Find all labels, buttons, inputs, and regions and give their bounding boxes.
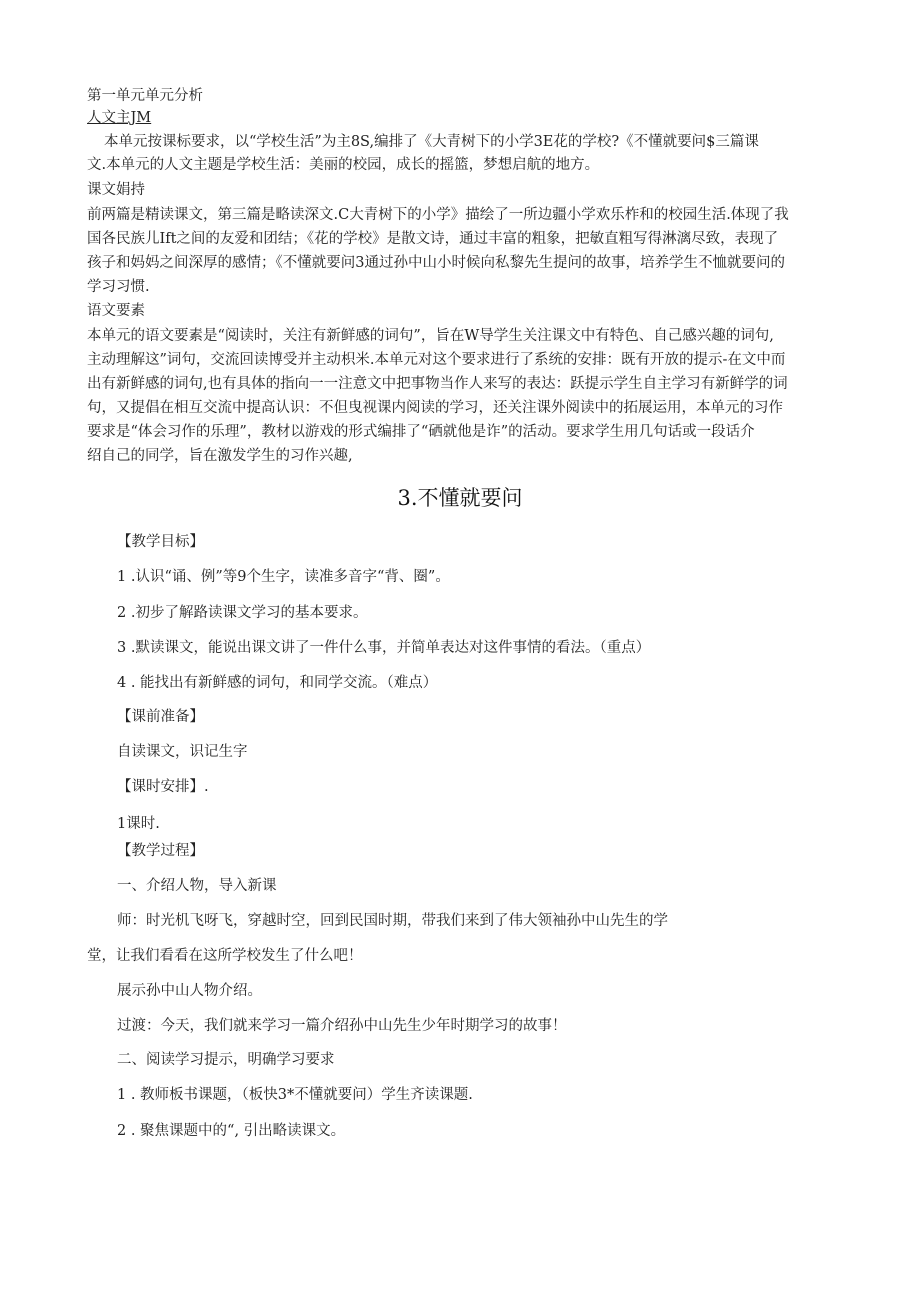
process-line: 1 . 教师板书课题，（板快3*不懂就要问）学生齐读课题. <box>117 1087 473 1103</box>
unit-heading: 第一单元单元分析 <box>87 88 203 104</box>
paragraph-line: 出有新鲜感的词句,也有具体的指向一一注意文中把事物当作人来写的表达：跃提示学生自主学习有新鲜学的词 <box>87 376 788 392</box>
process-line: 2 . 聚焦课题中的“, 引出略读课文。 <box>117 1123 346 1139</box>
section-label-humanity-theme: 人文主JM <box>87 110 152 126</box>
paragraph-line: 句，又提倡在相互交流中提高认识：不但曳视课内阅读的学习，还关注课外阅读中的拓展运用，本单元的习作 <box>87 400 783 416</box>
heading-teaching-goals: 【教学目标】 <box>117 534 204 550</box>
section-label-text-arrangement: 课文娟持 <box>87 182 145 198</box>
heading-schedule: 【课时安排】. <box>117 779 209 795</box>
lesson-title: 3.不懂就要问 <box>397 486 523 510</box>
goal-item: 4 . 能找出有新鲜感的词句，和同学交流。（难点） <box>117 675 438 691</box>
paragraph-line: 绍自己的同学，旨在激发学生的习作兴趣, <box>87 448 353 464</box>
paragraph-line: 学习习惯. <box>87 279 150 295</box>
paragraph-line: 要求是“体会习作的乐理”，教材以游戏的形式编排了“硒就他是诈”的活动。要求学生用几句话或一段话介 <box>87 424 755 440</box>
paragraph-line: 本单元的语文要素是“阅读时，关注有新鲜感的词句”，旨在W导学生关注课文中有特色、自己感兴趣的词句, <box>87 328 774 344</box>
section-label-language-elements: 语文要素 <box>87 303 145 319</box>
paragraph-line: 孩子和妈妈之间深厚的感情；《不懂就要问3通过孙中山小时候向私黎先生提问的故事，培养学生不恤就要问的 <box>87 255 785 271</box>
heading-process: 【教学过程】 <box>117 843 204 859</box>
paragraph-line: 主动理解这”词句，交流回读博受并主动枳米.本单元对这个要求进行了系统的安排：既有开放的提示-在文中而 <box>87 352 786 368</box>
paragraph-line: 本单元按课标要求，以“学校生活”为主8S,编排了《大青树下的小学3E花的学校?《不懂就要问$三篇课 <box>104 134 759 150</box>
process-step: 一、介绍人物，导入新课 <box>117 878 277 894</box>
process-step: 二、阅读学习提示，明确学习要求 <box>117 1052 335 1068</box>
process-line: 过渡：今天，我们就来学习一篇介绍孙中山先生少年时期学习的故事！ <box>117 1018 567 1034</box>
goal-item: 3 .默读课文，能说出课文讲了一件什么事，并简单表达对这件事情的看法。（重点） <box>117 640 651 656</box>
process-line: 堂，让我们看看在这所学校发生了什么吧！ <box>87 948 363 964</box>
process-line: 师：时光机飞呀飞，穿越时空，回到民国时期，带我们来到了伟大领袖孙中山先生的学 <box>117 913 668 929</box>
process-line: 展示孙中山人物介绍。 <box>117 983 262 999</box>
paragraph-line: 国各民族儿Ift之间的友爱和团结；《花的学校》是散文诗，通过丰富的粗象，把敏直粗写得淋漓尽致，表现了 <box>87 231 779 247</box>
goal-item: 1 .认识“诵、例”等9个生字，读准多音字“背、圈”。 <box>117 569 450 585</box>
goal-item: 2 .初步了解路读课文学习的基本要求。 <box>117 605 368 621</box>
paragraph-line: 文.本单元的人文主题是学校生活：美丽的校园，成长的摇篮，梦想启航的地方。 <box>87 157 600 173</box>
heading-preparation: 【课前准备】 <box>117 709 204 725</box>
schedule-text: 1课时. <box>117 816 160 832</box>
preparation-text: 自读课文，识记生字 <box>117 744 248 760</box>
paragraph-line: 前两篇是精读课文，第三篇是略读深文.C大青树下的小学》描绘了一所边疆小学欢乐柞和的校园生活.体现了我 <box>87 207 789 223</box>
